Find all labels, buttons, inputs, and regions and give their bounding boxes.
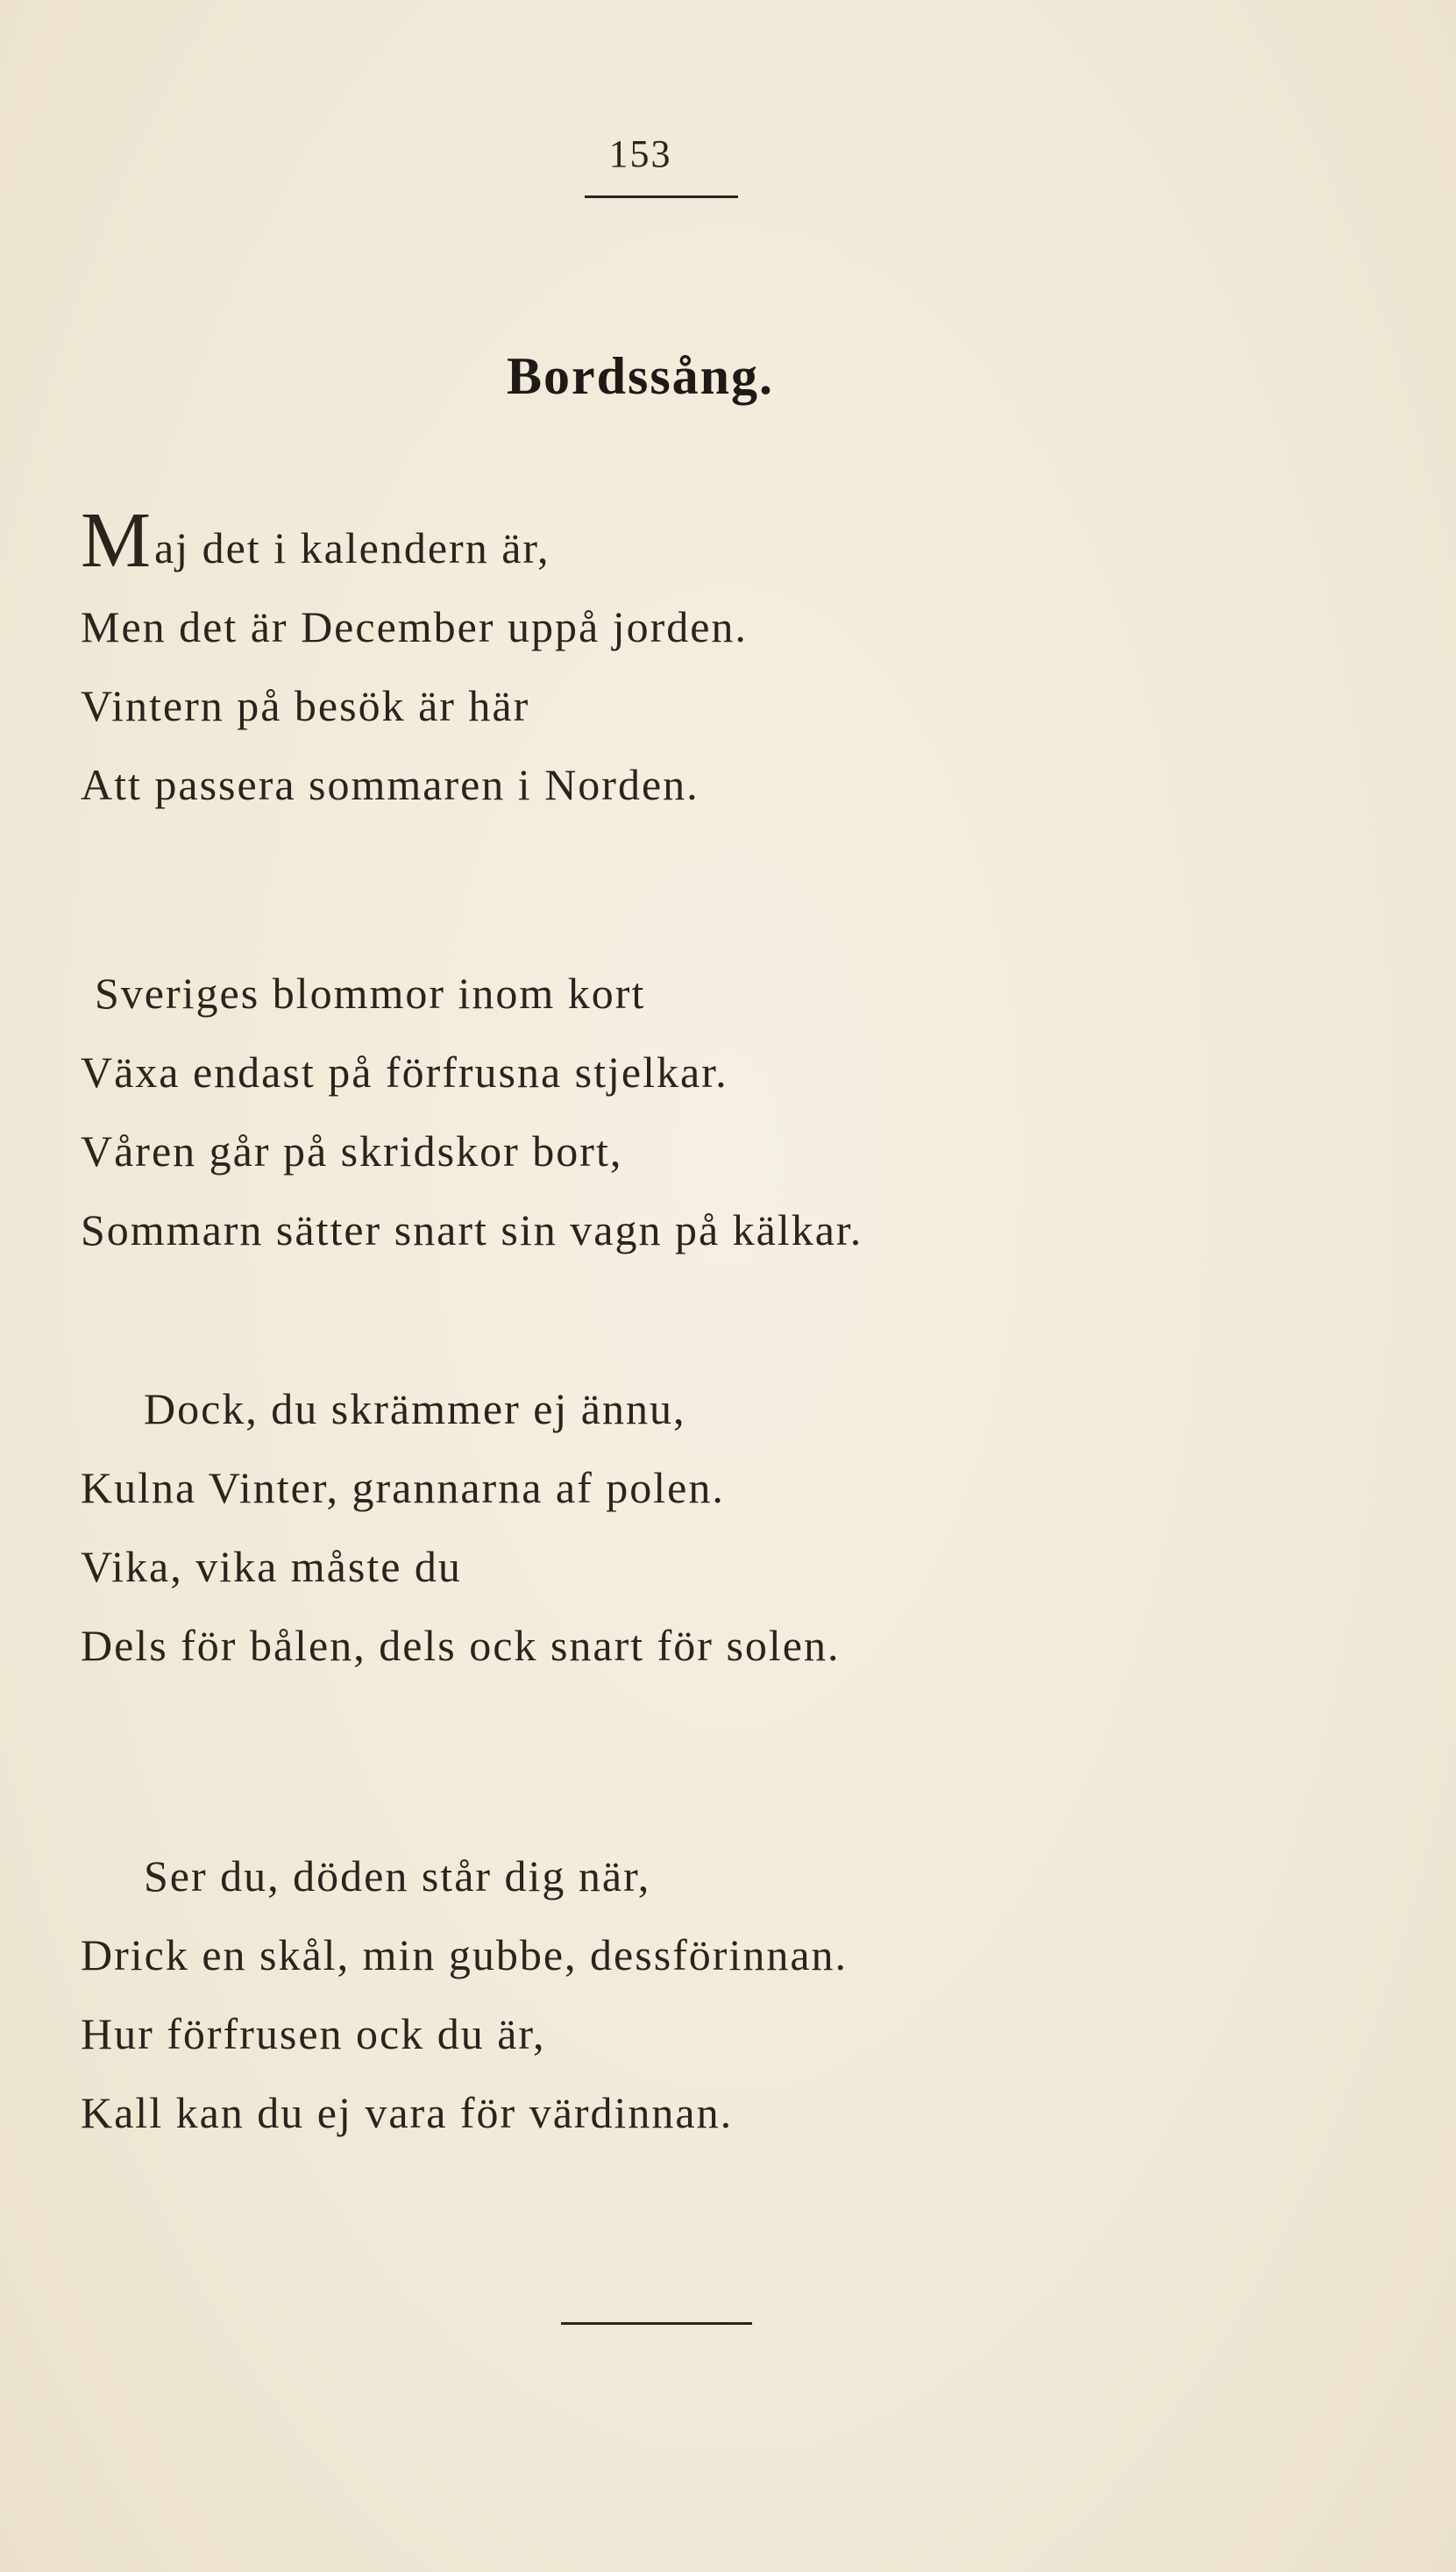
page-number: 153	[608, 132, 672, 175]
poem-line: Vintern på besök är här	[81, 681, 530, 730]
poem-line: Kall kan du ej vara för värdinnan.	[81, 2088, 734, 2137]
poem-line-text: aj det i kalendern är,	[154, 523, 550, 572]
stanza-1	[81, 497, 1308, 824]
page-number-rule	[585, 195, 738, 198]
poem-line: Men det är December uppå jorden.	[81, 602, 748, 651]
poem-title: Bordssång.	[506, 347, 775, 405]
stanza-4	[81, 1837, 1308, 2152]
stanza-2	[81, 954, 1308, 1269]
poem-line: Våren går på skridskor bort,	[81, 1126, 623, 1176]
poem-line: Kulna Vinter, grannarna af polen.	[81, 1463, 725, 1512]
poem-line: Hur förfrusen ock du är,	[81, 2009, 546, 2058]
end-rule	[561, 2322, 752, 2325]
poem-line: Vika, vika måste du	[81, 1542, 462, 1591]
poem-line: Att passera sommaren i Norden.	[81, 760, 700, 809]
drop-cap: M	[81, 497, 153, 584]
poem-line: Sveriges blommor inom kort	[95, 969, 646, 1018]
stanza-3	[81, 1369, 1308, 1685]
poem-line: Växa endast på förfrusna stjelkar.	[81, 1048, 728, 1097]
poem-line: Drick en skål, min gubbe, dessförinnan.	[81, 1930, 849, 1979]
poem-line	[81, 497, 1308, 587]
poem-line: Dock, du skrämmer ej ännu,	[144, 1384, 686, 1433]
poem-line: Dels för bålen, dels ock snart för solen.	[81, 1621, 841, 1670]
poem-line: Ser du, döden står dig när,	[144, 1851, 651, 1901]
poem-line: Sommarn sätter snart sin vagn på kälkar.	[81, 1205, 863, 1254]
